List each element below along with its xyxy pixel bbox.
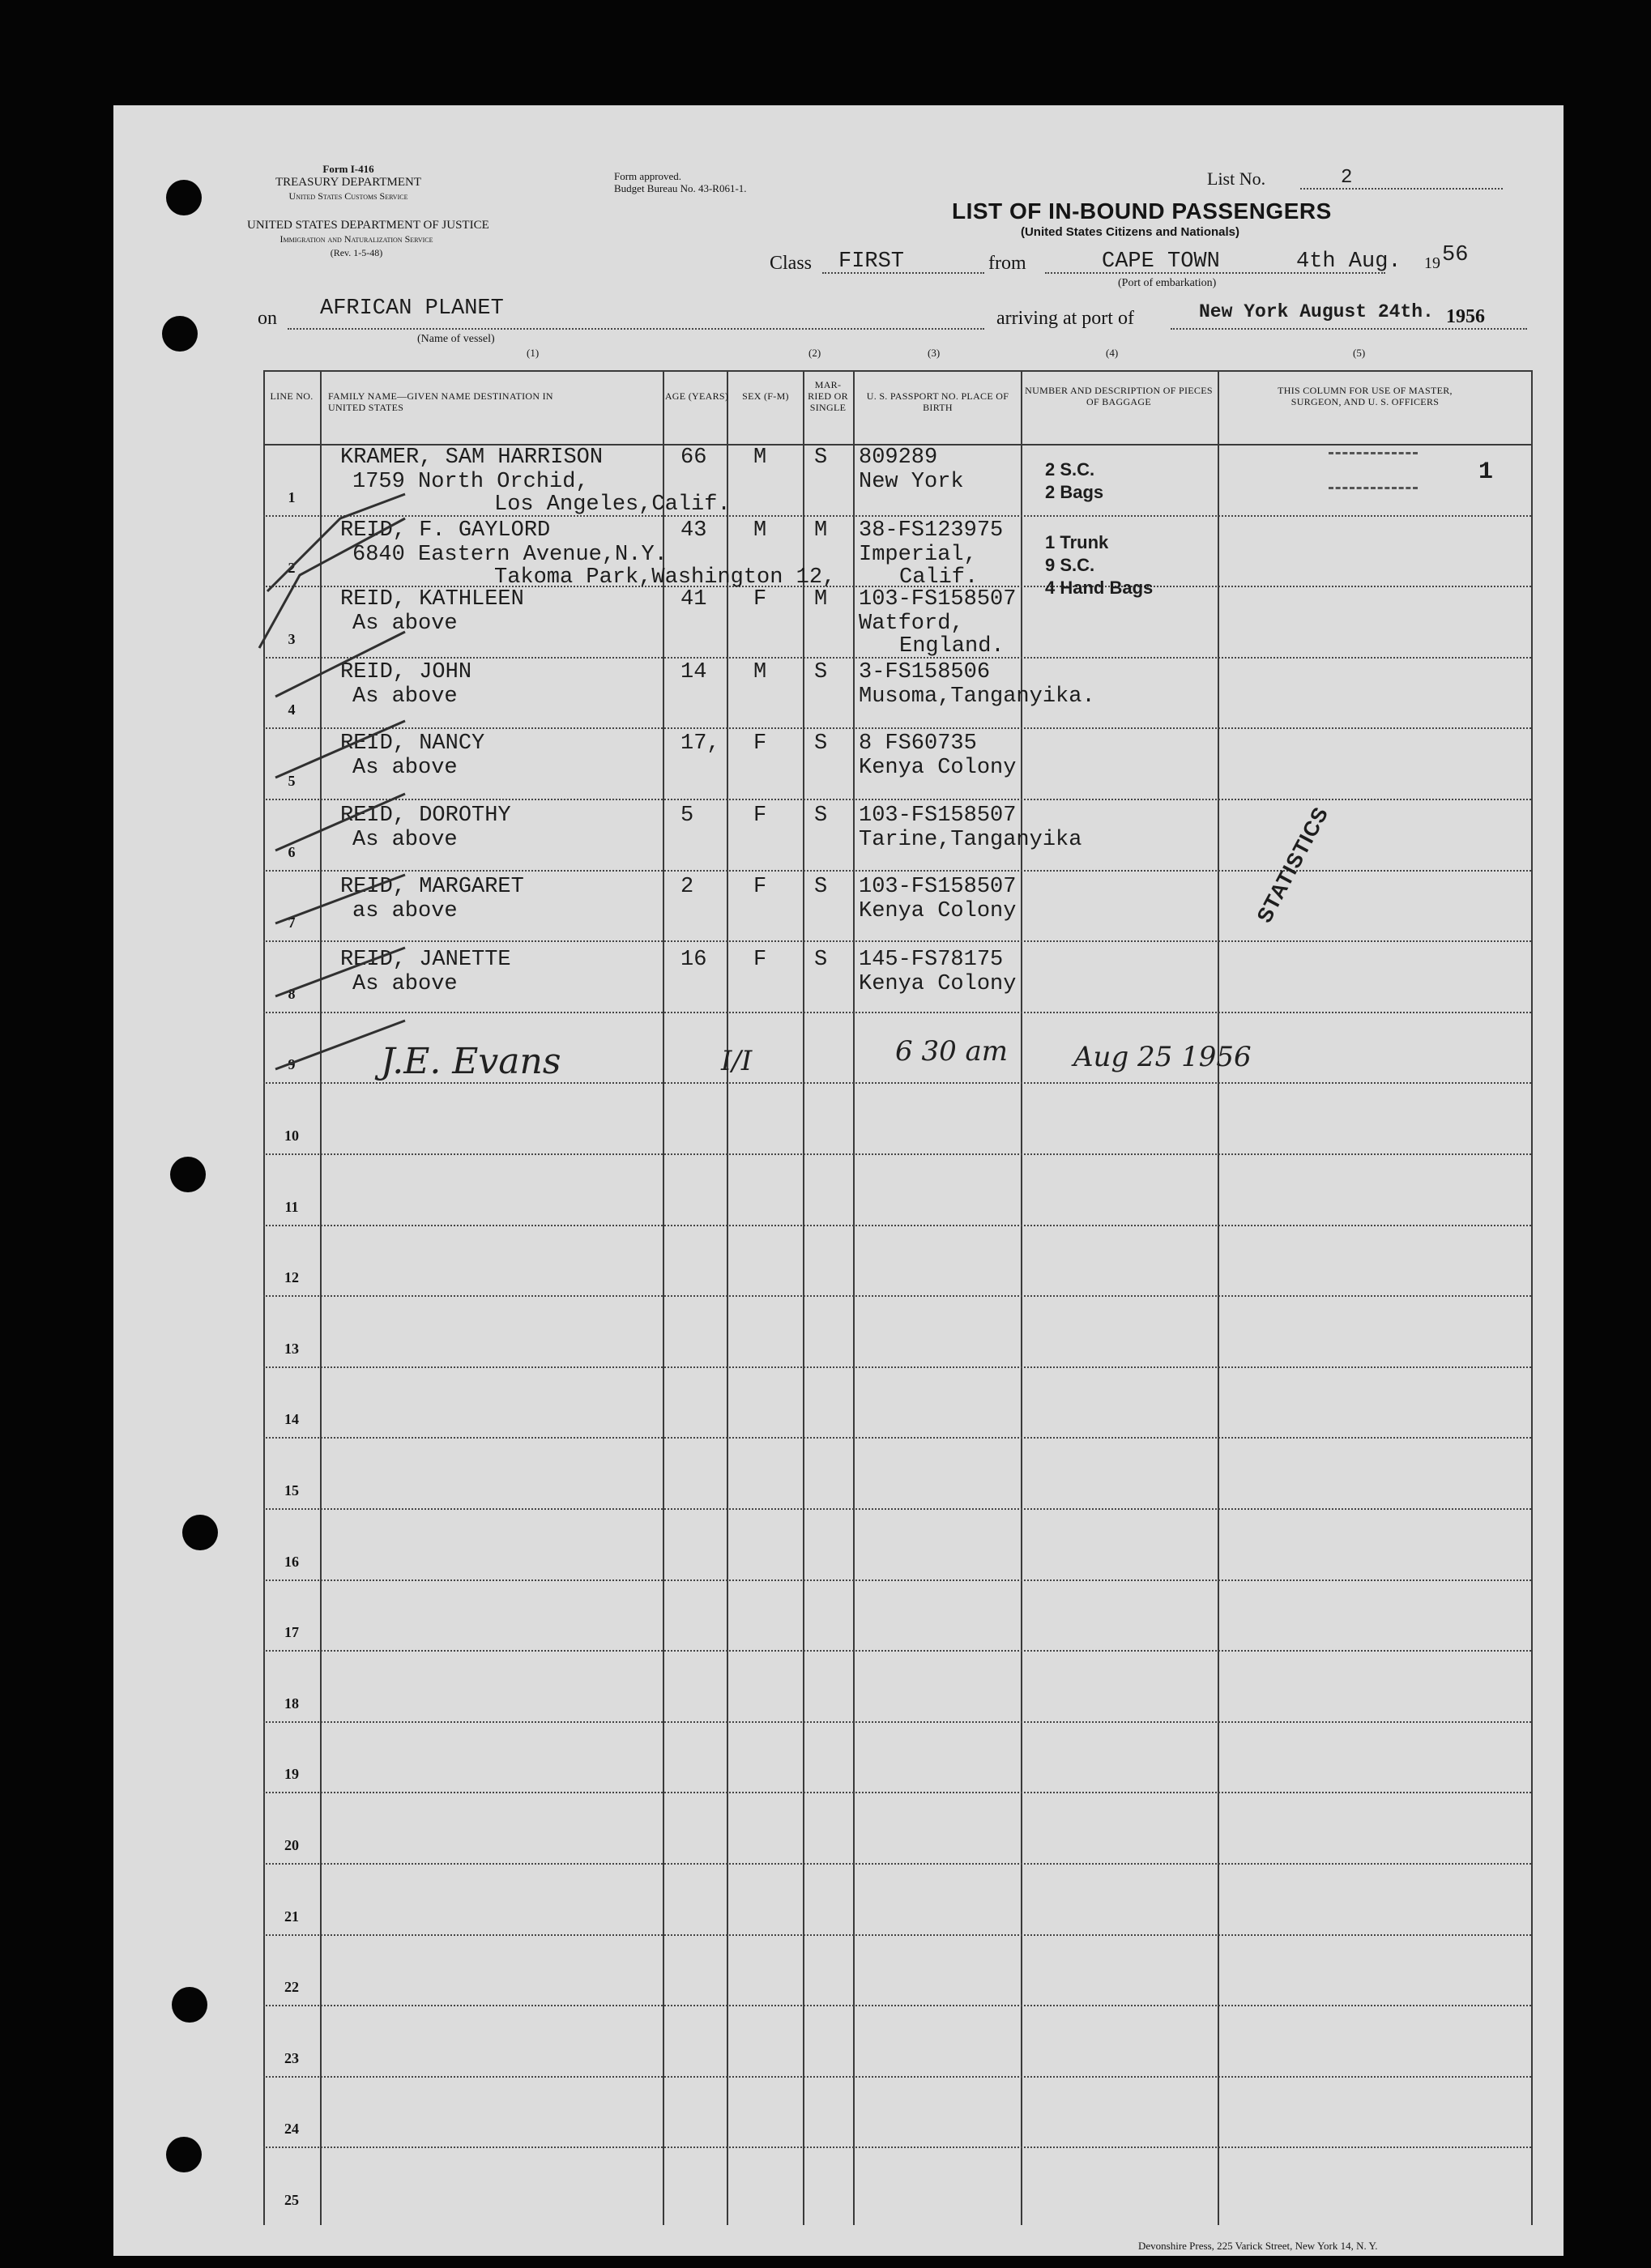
passenger-name: REID, KATHLEEN bbox=[340, 587, 524, 612]
punch-hole bbox=[166, 180, 202, 215]
passport-number: 3-FS158506 bbox=[859, 660, 991, 684]
baggage-kramer-2: 2 Bags bbox=[1045, 482, 1104, 502]
line-number: 10 bbox=[284, 1128, 299, 1144]
line-number: 5 bbox=[288, 773, 296, 789]
row-divider bbox=[263, 2005, 1531, 2006]
row-divider bbox=[263, 1295, 1531, 1297]
row-divider bbox=[263, 1225, 1531, 1226]
baggage-reid-1: 1 Trunk bbox=[1045, 532, 1109, 552]
row-divider bbox=[263, 1580, 1531, 1581]
treasury-dept: TREASURY DEPARTMENT bbox=[275, 176, 422, 189]
row-divider bbox=[263, 1863, 1531, 1865]
row-divider bbox=[263, 515, 1531, 517]
table-top bbox=[263, 370, 1531, 372]
approval-block bbox=[614, 170, 747, 194]
birth-place-2: England. bbox=[899, 634, 1005, 659]
birth-place: Musoma,Tanganyika. bbox=[859, 684, 1095, 709]
row-divider bbox=[263, 1792, 1531, 1793]
form-id-block bbox=[243, 162, 454, 203]
line-number: 23 bbox=[284, 2049, 299, 2066]
row-divider bbox=[263, 799, 1531, 800]
passenger-destination: 6840 Eastern Avenue,N.Y. bbox=[352, 543, 668, 567]
from-value: CAPE TOWN bbox=[1102, 249, 1220, 274]
passenger-age: 5 bbox=[680, 804, 694, 828]
passenger-age: 43 bbox=[680, 518, 707, 543]
line-number: 12 bbox=[284, 1269, 299, 1286]
row-divider bbox=[263, 1012, 1531, 1013]
list-number: 2 bbox=[1341, 167, 1353, 189]
passport-number: 8 FS60735 bbox=[859, 731, 977, 756]
line-number: 19 bbox=[284, 1766, 299, 1783]
passenger-name: REID, DOROTHY bbox=[340, 804, 511, 828]
punch-hole bbox=[170, 1157, 206, 1192]
arriving-label: arriving at port of bbox=[996, 308, 1134, 329]
list-subtitle: (United States Citizens and Nationals) bbox=[1020, 225, 1240, 239]
list-title: LIST OF IN-BOUND PASSENGERS bbox=[952, 198, 1332, 224]
passenger-sex: F bbox=[753, 804, 767, 828]
list-label: List No. bbox=[1207, 168, 1266, 189]
passenger-marital: M bbox=[814, 518, 828, 543]
arrival-line bbox=[1171, 328, 1527, 330]
passenger-name: REID, MARGARET bbox=[340, 875, 524, 899]
manifest-page bbox=[113, 105, 1564, 2256]
birth-place: Imperial, bbox=[859, 543, 977, 567]
line-number: 13 bbox=[284, 1340, 299, 1357]
line-number: 21 bbox=[284, 1908, 299, 1925]
passenger-name: REID, JOHN bbox=[340, 660, 472, 684]
passenger-marital: M bbox=[814, 587, 828, 612]
embark-date: 4th Aug. bbox=[1296, 249, 1401, 274]
birth-place-2: Calif. bbox=[899, 565, 979, 590]
row-divider bbox=[263, 940, 1531, 942]
punch-hole bbox=[162, 316, 198, 352]
col-border-sex bbox=[803, 370, 804, 2225]
arrival-value: New York August 24th. bbox=[1199, 301, 1434, 322]
passenger-destination: As above bbox=[352, 972, 458, 996]
col-border-bag bbox=[1218, 370, 1219, 2225]
hdr-baggage: NUMBER AND DESCRIPTION OF PIECES OF BAGGAGE bbox=[1025, 385, 1213, 407]
passenger-destination: 1759 North Orchid, bbox=[352, 470, 589, 494]
budget-bureau: Budget Bureau No. 43-R061-1. bbox=[614, 182, 747, 194]
row-divider bbox=[263, 870, 1531, 872]
col-border-right bbox=[1531, 370, 1533, 2225]
birth-place: Kenya Colony bbox=[859, 756, 1017, 780]
passenger-marital: S bbox=[814, 875, 828, 899]
passenger-age: 14 bbox=[680, 660, 707, 684]
ins-service: Immigration and Naturalization Service bbox=[279, 233, 433, 245]
col-border-pp bbox=[1021, 370, 1022, 2225]
col-num-4: (4) bbox=[1106, 347, 1119, 359]
passenger-age: 17, bbox=[680, 731, 720, 756]
officer-mark: 1 bbox=[1478, 458, 1494, 486]
hdr-sex: SEX (F-M) bbox=[742, 390, 789, 402]
class-value: FIRST bbox=[838, 249, 905, 274]
row-divider bbox=[263, 1366, 1531, 1368]
baggage-reid-3: 4 Hand Bags bbox=[1045, 578, 1154, 598]
signature-mark: I/I bbox=[721, 1045, 753, 1077]
passenger-destination: As above bbox=[352, 684, 458, 709]
hdr-passport: U. S. PASSPORT NO. PLACE OF BIRTH bbox=[866, 390, 1009, 413]
line-number: 11 bbox=[284, 1198, 299, 1215]
passenger-age: 41 bbox=[680, 587, 707, 612]
passenger-age: 2 bbox=[680, 875, 694, 899]
hdr-officers: THIS COLUMN FOR USE OF MASTER, SURGEON, AND U. S. OFFICERS bbox=[1278, 385, 1453, 407]
passenger-sex: F bbox=[753, 587, 767, 612]
row-divider bbox=[263, 1153, 1531, 1155]
vessel-name: AFRICAN PLANET bbox=[320, 296, 504, 321]
passport-number: 103-FS158507 bbox=[859, 587, 1017, 612]
passenger-name: REID, JANETTE bbox=[340, 948, 511, 972]
passenger-destination: As above bbox=[352, 756, 458, 780]
row-divider bbox=[263, 2146, 1531, 2148]
passenger-destination-2: Takoma Park,Washington 12, bbox=[494, 565, 836, 590]
passenger-sex: F bbox=[753, 731, 767, 756]
hdr-name: FAMILY NAME—GIVEN NAME DESTINATION IN UNITED STATES bbox=[328, 390, 553, 413]
on-label: on bbox=[258, 308, 277, 329]
row-divider bbox=[263, 1934, 1531, 1936]
line-number: 6 bbox=[288, 843, 296, 860]
printer-footer: Devonshire Press, 225 Varick Street, New York 14, N. Y. bbox=[1138, 2240, 1378, 2252]
line-number: 14 bbox=[284, 1411, 299, 1428]
signature-date: Aug 25 1956 bbox=[1073, 1041, 1252, 1073]
passenger-destination: As above bbox=[352, 828, 458, 852]
year-value: 56 bbox=[1442, 243, 1469, 267]
vessel-line bbox=[288, 328, 984, 330]
baggage-kramer-1: 2 S.C. bbox=[1045, 459, 1095, 480]
revision: (Rev. 1-5-48) bbox=[330, 247, 383, 258]
passenger-sex: F bbox=[753, 948, 767, 972]
justice-block bbox=[247, 219, 489, 260]
punch-hole bbox=[172, 1987, 207, 2023]
passport-number: 809289 bbox=[859, 446, 938, 470]
line-number: 17 bbox=[284, 1624, 299, 1641]
line-number: 22 bbox=[284, 1979, 299, 1996]
birth-place: Tarine,Tanganyika bbox=[859, 828, 1082, 852]
row-divider bbox=[263, 657, 1531, 659]
line-number: 2 bbox=[288, 560, 296, 577]
col-num-5: (5) bbox=[1353, 347, 1366, 359]
row-divider bbox=[263, 1721, 1531, 1723]
statistics-stamp: STATISTICS bbox=[1252, 802, 1333, 927]
passenger-sex: M bbox=[753, 446, 767, 470]
punch-hole bbox=[182, 1515, 218, 1550]
line-number: 4 bbox=[288, 701, 296, 718]
col-num-1: (1) bbox=[527, 347, 540, 359]
punch-hole bbox=[166, 2137, 202, 2172]
justice-dept: UNITED STATES DEPARTMENT OF JUSTICE bbox=[247, 219, 489, 232]
col-border-age bbox=[727, 370, 728, 2225]
officer-scribble bbox=[1329, 452, 1418, 489]
line-number: 18 bbox=[284, 1695, 299, 1712]
row-divider bbox=[263, 727, 1531, 729]
list-line bbox=[1300, 188, 1503, 190]
arrival-year: 1956 bbox=[1446, 306, 1485, 327]
passenger-name: REID, F. GAYLORD bbox=[340, 518, 551, 543]
port-caption: (Port of embarkation) bbox=[1118, 277, 1217, 289]
passenger-marital: S bbox=[814, 446, 828, 470]
passenger-sex: F bbox=[753, 875, 767, 899]
year-prefix: 19 bbox=[1424, 254, 1440, 272]
form-approved: Form approved. bbox=[614, 170, 682, 182]
row-divider bbox=[263, 1082, 1531, 1084]
passport-number: 103-FS158507 bbox=[859, 875, 1017, 899]
passport-number: 103-FS158507 bbox=[859, 804, 1017, 828]
passport-number: 38-FS123975 bbox=[859, 518, 1004, 543]
birth-place: Kenya Colony bbox=[859, 899, 1017, 923]
passenger-marital: S bbox=[814, 948, 828, 972]
passenger-marital: S bbox=[814, 804, 828, 828]
passenger-sex: M bbox=[753, 518, 767, 543]
birth-place: Watford, bbox=[859, 612, 964, 636]
line-number: 7 bbox=[288, 914, 296, 932]
hdr-married: MAR-RIED OR SINGLE bbox=[808, 379, 848, 413]
row-divider bbox=[263, 1437, 1531, 1439]
passenger-sex: M bbox=[753, 660, 767, 684]
line-number: 20 bbox=[284, 1837, 299, 1853]
line-number: 3 bbox=[288, 630, 296, 647]
passenger-name: REID, NANCY bbox=[340, 731, 485, 756]
passenger-marital: S bbox=[814, 660, 828, 684]
col-num-3: (3) bbox=[928, 347, 941, 359]
passport-number: 145-FS78175 bbox=[859, 948, 1004, 972]
passenger-destination: As above bbox=[352, 612, 458, 636]
signature-name: J.E. Evans bbox=[381, 1041, 561, 1082]
row-divider bbox=[263, 1650, 1531, 1652]
passenger-destination: as above bbox=[352, 899, 458, 923]
baggage-reid-2: 9 S.C. bbox=[1045, 555, 1095, 575]
row-divider bbox=[263, 2076, 1531, 2078]
class-label: Class bbox=[770, 253, 813, 274]
birth-place: Kenya Colony bbox=[859, 972, 1017, 996]
from-label: from bbox=[988, 253, 1026, 274]
passenger-age: 66 bbox=[680, 446, 707, 470]
col-border-ms bbox=[853, 370, 855, 2225]
vessel-caption: (Name of vessel) bbox=[417, 333, 495, 345]
passenger-marital: S bbox=[814, 731, 828, 756]
form-number: Form I-416 bbox=[322, 163, 374, 175]
hdr-age: AGE (YEARS) bbox=[664, 390, 729, 402]
line-number: 15 bbox=[284, 1482, 299, 1498]
signature-time: 6 30 am bbox=[895, 1035, 1009, 1068]
passenger-age: 16 bbox=[680, 948, 707, 972]
line-number: 1 bbox=[288, 488, 296, 505]
customs-service: United States Customs Service bbox=[288, 190, 408, 202]
passenger-name: KRAMER, SAM HARRISON bbox=[340, 446, 604, 470]
line-number: 16 bbox=[284, 1553, 299, 1570]
passenger-destination-2: Los Angeles,Calif. bbox=[494, 492, 731, 517]
line-number: 24 bbox=[284, 2121, 299, 2138]
col-num-2: (2) bbox=[808, 347, 821, 359]
col-border-name bbox=[663, 370, 664, 2225]
birth-place: New York bbox=[859, 470, 964, 494]
line-number: 8 bbox=[288, 985, 296, 1002]
line-number: 9 bbox=[288, 1056, 296, 1073]
row-divider bbox=[263, 1508, 1531, 1510]
line-number: 25 bbox=[284, 2192, 299, 2208]
hdr-line-no: LINE NO. bbox=[270, 390, 314, 402]
